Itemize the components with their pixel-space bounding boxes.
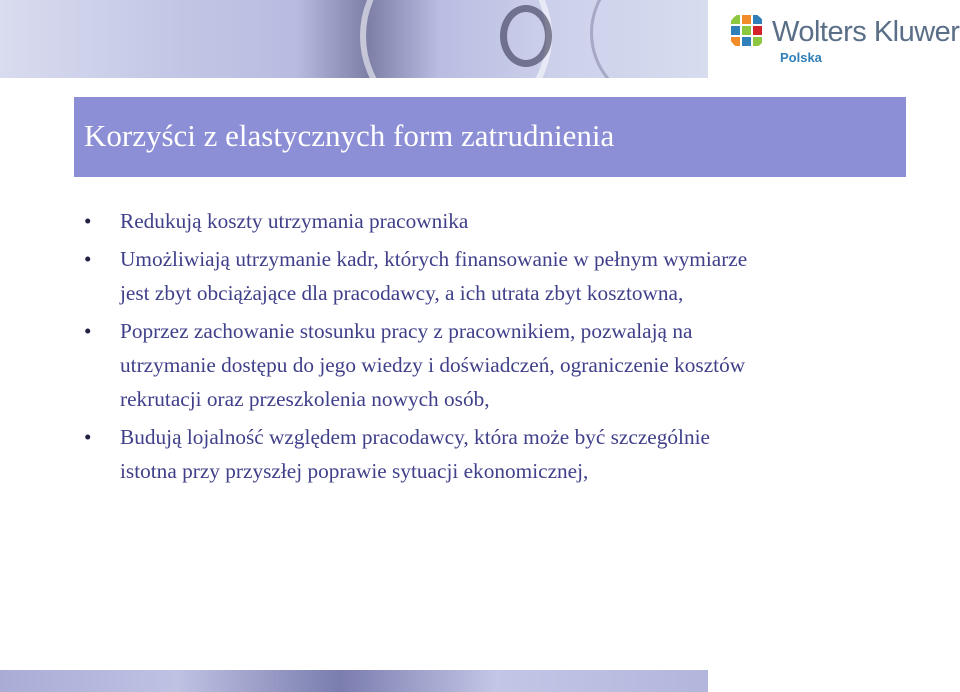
- slide-title-bar: [74, 97, 906, 177]
- clock-graphic: [590, 0, 708, 78]
- bullet-line: utrzymanie dostępu do jego wiedzy i doświadczeń, ograniczenie kosztów: [120, 353, 746, 377]
- bullet-line: • Redukują koszty utrzymania pracownika: [120, 209, 469, 233]
- slide-title: Korzyści z elastycznych form zatrudnienia: [84, 118, 615, 153]
- bullet-item: [84, 242, 904, 310]
- clock-digit-graphic: [500, 5, 552, 67]
- bullet-line: • Umożliwiają utrzymanie kadr, których finansowanie w pełnym wymiarze: [120, 247, 748, 271]
- bullet-line: jest zbyt obciążające dla pracodawcy, a ich utrata zbyt kosztowna,: [120, 281, 684, 305]
- bullet-item: [84, 314, 904, 416]
- bullet-line: • Budują lojalność względem pracodawcy, która może być szczególnie: [120, 425, 710, 449]
- logo-mark-icon: [728, 12, 766, 50]
- brand-region: Polska: [780, 50, 822, 65]
- top-decorative-banner: [0, 0, 708, 78]
- bullet-item: [84, 420, 904, 488]
- bullet-line: • Poprzez zachowanie stosunku pracy z pracownikiem, pozwalają na: [120, 319, 693, 343]
- bullet-item: [84, 204, 904, 238]
- bullet-line: istotna przy przyszłej poprawie sytuacji ekonomicznej,: [120, 459, 589, 483]
- bullet-list: [84, 204, 904, 492]
- bottom-decorative-banner: [0, 670, 708, 692]
- brand-name: Wolters Kluwer: [772, 16, 960, 48]
- bullet-line: rekrutacji oraz przeszkolenia nowych osób,: [120, 387, 490, 411]
- wolters-kluwer-logo: [728, 12, 960, 68]
